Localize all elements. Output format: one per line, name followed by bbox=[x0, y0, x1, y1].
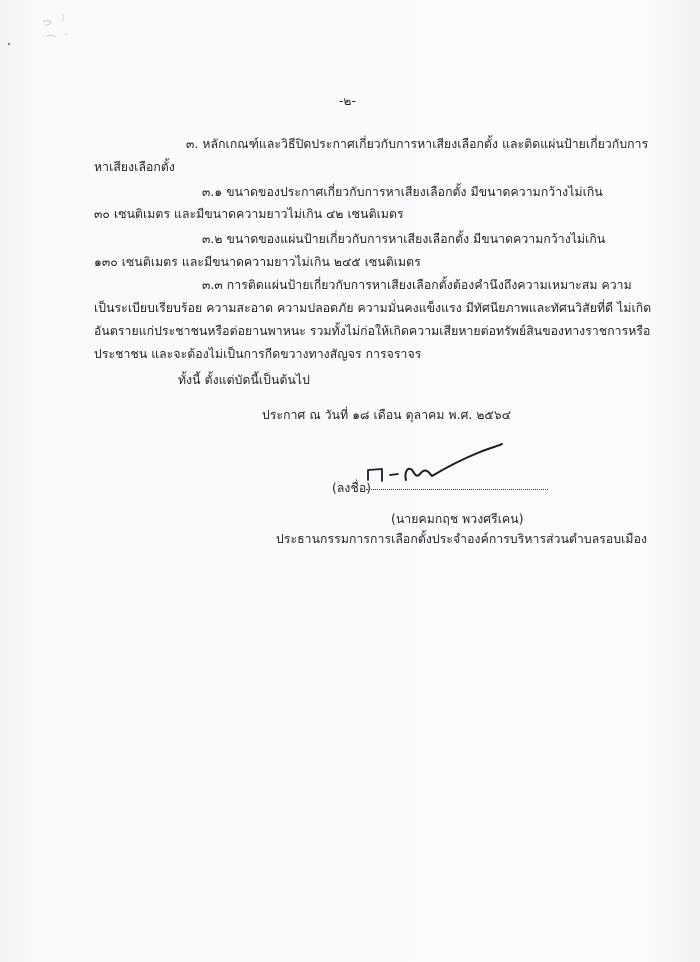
item-3-3-line1: ๓.๓ การติดแผ่นป้ายเกี่ยวกับการหาเสียงเลือกตั้งต้องคำนึงถึงความเหมาะสม ความ bbox=[202, 278, 632, 292]
item-3-1-line1: ๓.๑ ขนาดของประกาศเกี่ยวกับการหาเสียงเลือกตั้ง มีขนาดความกว้างไม่เกิน bbox=[202, 185, 603, 199]
signer-name: (นายคมกฤช พวงศรีเคน) bbox=[391, 512, 524, 526]
item-3-1-line2: ๓๐ เซนติเมตร และมีขนาดความยาวไม่เกิน ๔๒ เซนติเมตร bbox=[94, 207, 404, 221]
handwritten-signature bbox=[360, 440, 530, 492]
signer-position: ประธานกรรมการการเลือกตั้งประจำองค์การบริหารส่วนตำบลรอบเมือง bbox=[276, 532, 648, 546]
item-3-3-line4: ประชาชน และจะต้องไม่เป็นการกีดขวางทางสัญจร การจราจร bbox=[94, 347, 422, 361]
signature-prefix: (ลงชื่อ) bbox=[332, 481, 372, 495]
item-3-2-line1: ๓.๒ ขนาดของแผ่นป้ายเกี่ยวกับการหาเสียงเลือกตั้ง มีขนาดความกว้างไม่เกิน bbox=[202, 232, 606, 246]
item-3-2-line2: ๑๓๐ เซนติเมตร และมีขนาดความยาวไม่เกิน ๒๔๕ เซนติเมตร bbox=[94, 255, 421, 269]
scan-specks bbox=[0, 0, 110, 70]
announcement-date: ประกาศ ณ วันที่ ๑๘ เดือน ตุลาคม พ.ศ. ๒๕๖๔ bbox=[262, 408, 512, 422]
effective-clause: ทั้งนี้ ตั้งแต่บัดนี้เป็นต้นไป bbox=[178, 373, 310, 387]
section-3-heading-line2: หาเสียงเลือกตั้ง bbox=[94, 160, 175, 174]
signature-line bbox=[366, 489, 548, 490]
item-3-3-line2: เป็นระเบียบเรียบร้อย ความสะอาด ความปลอดภัย ความมั่นคงแข็งแรง มีทัศนียภาพและทัศนวิสัยที่ดี ไม่เกิด bbox=[94, 301, 652, 315]
section-3-heading-line1: ๓. หลักเกณฑ์และวิธีปิดประกาศเกี่ยวกับการหาเสียงเลือกตั้ง และติดแผ่นป้ายเกี่ยวกับการ bbox=[186, 137, 649, 151]
page-number: -๒- bbox=[339, 94, 356, 108]
item-3-3-line3: อันตรายแก่ประชาชนหรือต่อยานพาหนะ รวมทั้งไม่ก่อให้เกิดความเสียหายต่อทรัพย์สินของทางราชการหรือ bbox=[94, 324, 651, 338]
